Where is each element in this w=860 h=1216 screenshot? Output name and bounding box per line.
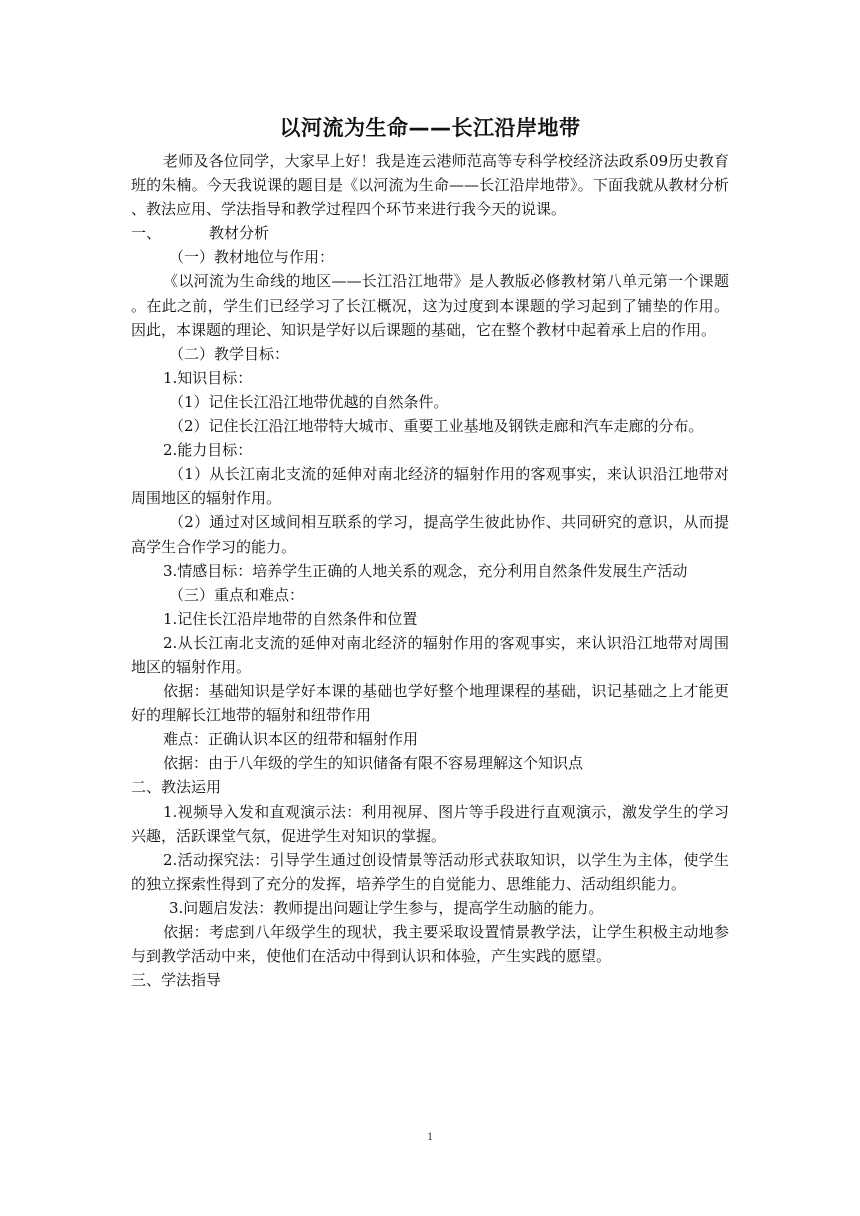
- section-heading-1: [131, 221, 729, 245]
- list-item: 2.活动探究法：引导学生通过创设情景等活动形式获取知识，以学生为主体，使学生的独立探索性得到了充分的发挥，培养学生的自觉能力、思维能力、活动组织能力。: [131, 850, 729, 893]
- list-item: 1.记住长江沿岸地带的自然条件和位置: [163, 609, 418, 628]
- body-paragraph: 《以河流为生命线的地区——长江沿江地带》是人教版必修教材第八单元第一个课题。在此之前，学生们已经学习了长江概况，这为过度到本课题的学习起到了铺垫的作用。因此，本课题的理论、知识是学好以后课题的基础，它在整个教材中起着承上启的作用。: [131, 272, 729, 339]
- list-item: 3.问题启发法：教师提出问题让学生参与，提高学生动脑的能力。: [169, 898, 604, 917]
- list-item: 3.情感目标：培养学生正确的人地关系的观念，充分利用自然条件发展生产活动: [163, 561, 688, 580]
- section-heading-3: 三、学法指导: [131, 971, 222, 990]
- section-heading-2: 二、教法运用: [131, 778, 222, 797]
- body-paragraph: 难点：正确认识本区的纽带和辐射作用: [163, 730, 419, 749]
- list-item: （1）记住长江沿江地带优越的自然条件。: [169, 392, 449, 411]
- section-number: 一、: [131, 224, 162, 243]
- document-title: 以河流为生命——长江沿岸地带: [279, 116, 581, 140]
- subsection-heading: （三）重点和难点：: [169, 585, 305, 604]
- page-number: 1: [427, 1129, 433, 1143]
- body-paragraph: 依据：基础知识是学好本课的基础也学好整个地理课程的基础，识记基础之上才能更好的理解长江地带的辐射和纽带作用: [131, 682, 729, 725]
- subsection-heading: （二）教学目标：: [169, 344, 290, 363]
- list-item: （2）记住长江沿江地带特大城市、重要工业基地及钢铁走廊和汽车走廊的分布。: [169, 417, 704, 436]
- list-item: 1.视频导入发和直观演示法：利用视屏、图片等手段进行直观演示，激发学生的学习兴趣，活跃课堂气氛，促进学生对知识的掌握。: [131, 802, 729, 845]
- body-paragraph: 依据：考虑到八年级学生的现状，我主要采取设置情景教学法，让学生积极主动地参与到教学活动中来，使他们在活动中得到认识和体验，产生实践的愿望。: [131, 923, 729, 966]
- document-body: [131, 149, 729, 992]
- subsection-heading: （一）教材地位与作用：: [169, 248, 335, 267]
- list-item: （1）从长江南北支流的延伸对南北经济的辐射作用的客观事实，来认识沿江地带对周围地区的辐射作用。: [131, 465, 729, 508]
- body-paragraph: 依据：由于八年级的学生的知识储备有限不容易理解这个知识点: [163, 754, 584, 773]
- list-item: 1.知识目标：: [163, 368, 253, 387]
- list-item: 2.从长江南北支流的延伸对南北经济的辐射作用的客观事实，来认识沿江地带对周围地区的辐射作用。: [131, 633, 729, 676]
- list-item: （2）通过对区域间相互联系的学习，提高学生彼此协作、共同研究的意识，从而提高学生合作学习的能力。: [131, 513, 729, 556]
- intro-paragraph: 老师及各位同学，大家早上好！我是连云港师范高等专科学校经济法政系09历史教育班的朱楠。今天我说课的题目是《以河流为生命——长江沿岸地带》。下面我就从教材分析、教法应用、学法指导和教学过程四个环节来进行我今天的说课。: [131, 152, 729, 219]
- section-title: 教材分析: [209, 224, 270, 243]
- list-item: 2.能力目标：: [163, 441, 253, 460]
